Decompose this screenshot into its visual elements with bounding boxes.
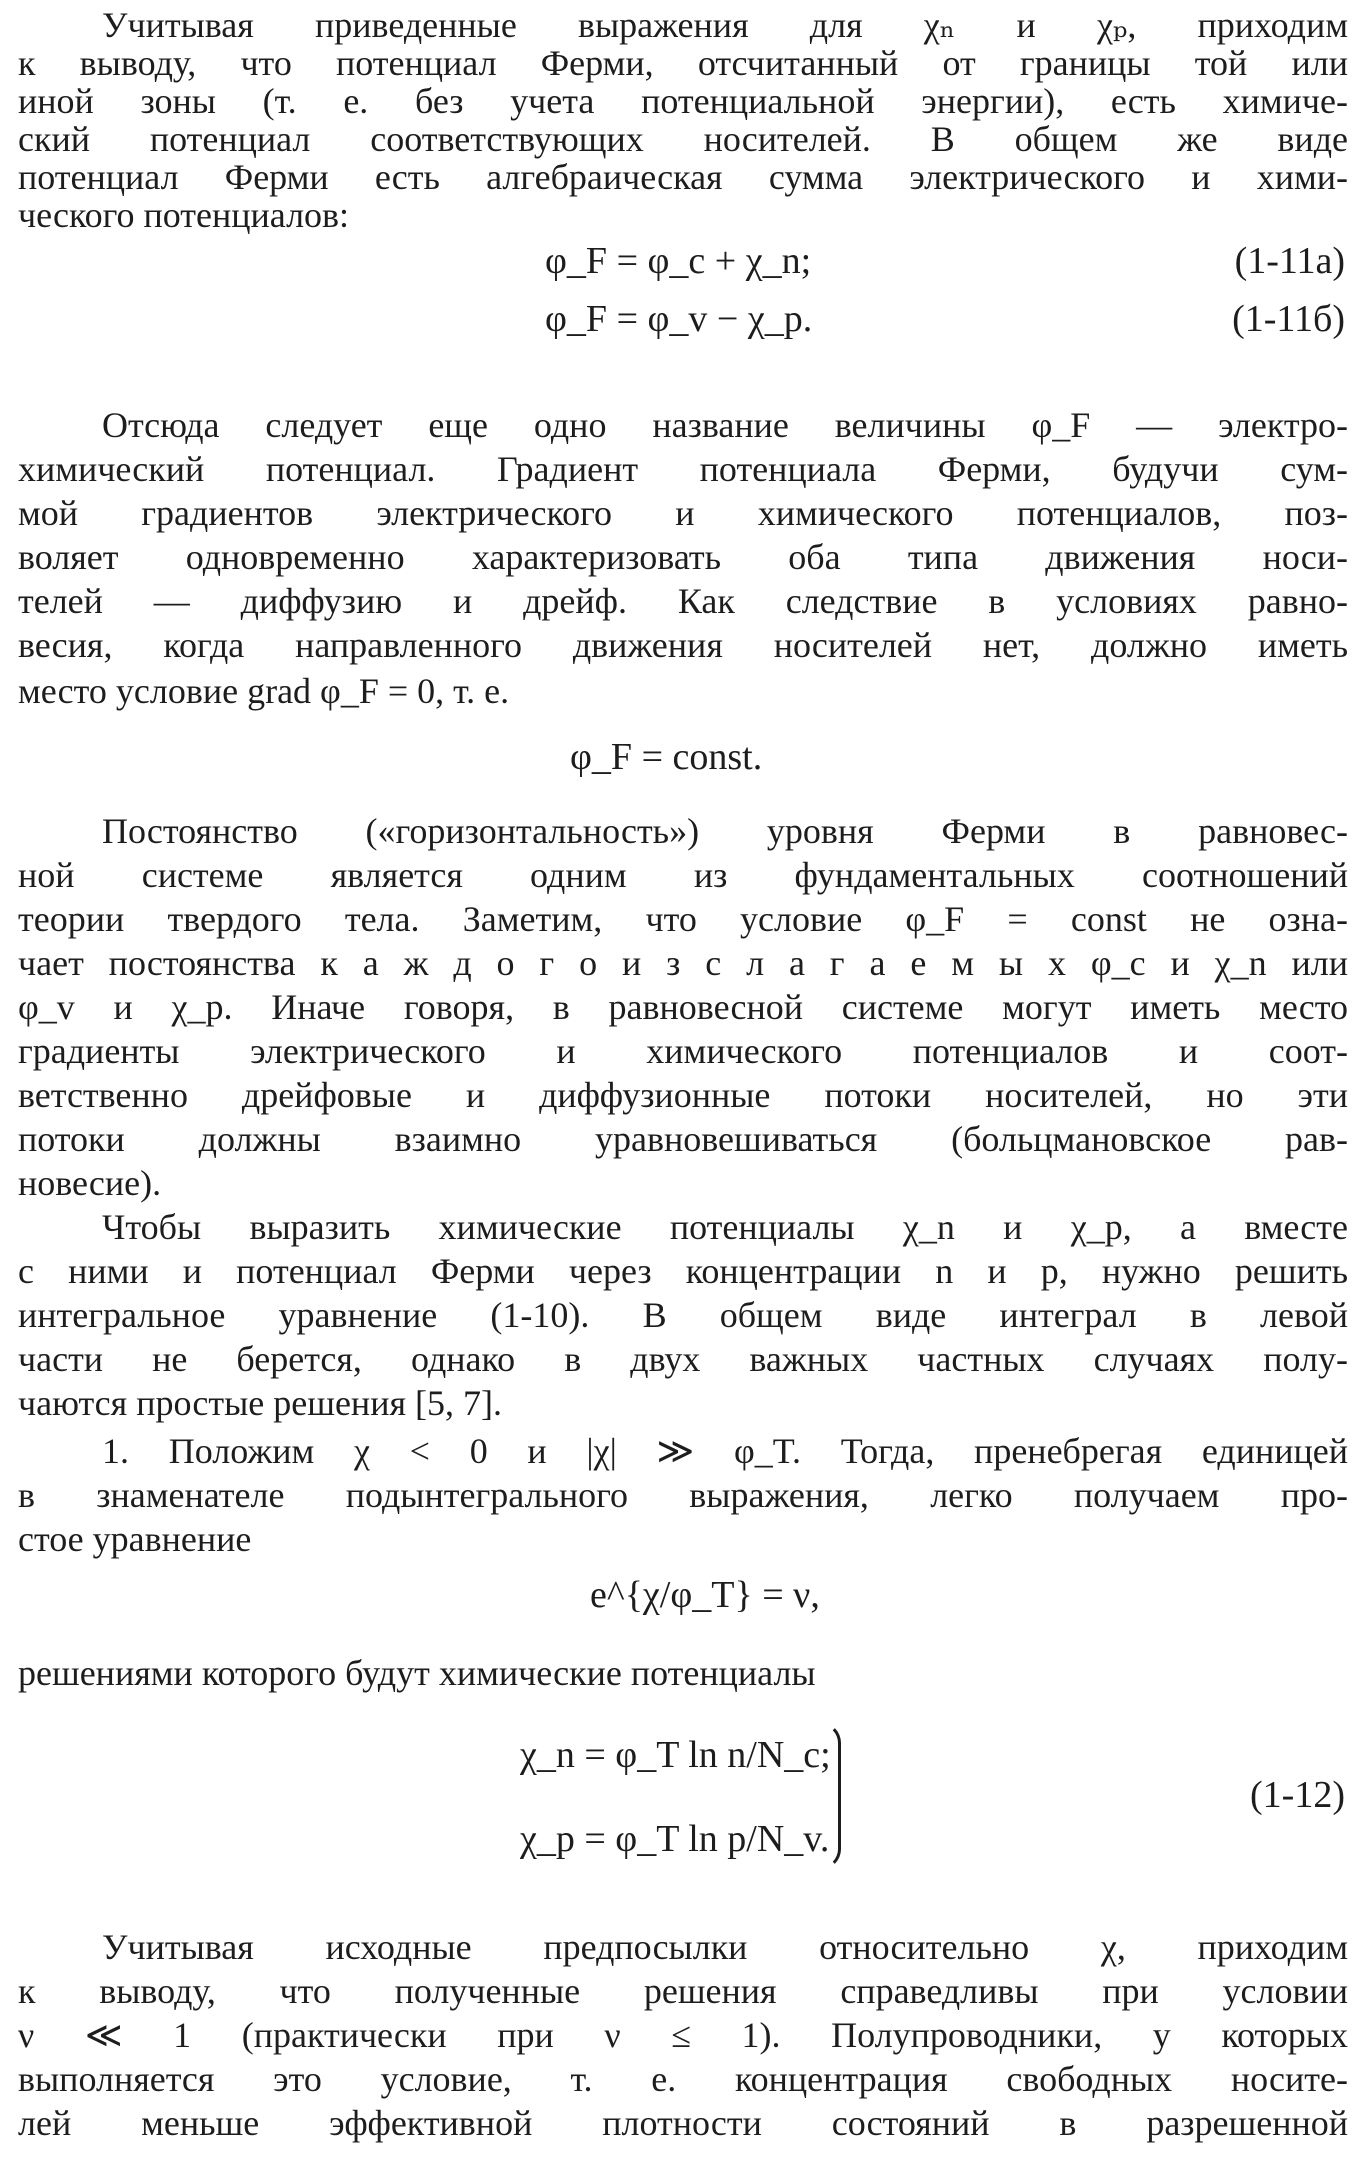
text-line: градиенты электрического и химического потенциалов и соот- [18,1031,1348,1071]
equation-1-11b [0,294,1369,344]
equation-number: (1-12) [1250,1774,1345,1816]
text-line: иной зоны (т. е. без учета потенциальной энергии), есть химиче- [18,81,1348,121]
text-line: с ними и потенциал Ферми через концентрации n и p, нужно решить [18,1251,1348,1291]
text-line: новесие). [18,1163,162,1203]
text-line: мой градиентов электрического и химического потенциалов, поз- [18,493,1348,533]
text-line: части не берется, однако в двух важных частных случаях полу- [18,1339,1348,1379]
text-line: Учитывая приведенные выражения для χₙ и χₚ, приходим [102,5,1348,45]
equation-body: φ_F = φ_v − χ_p. [545,298,813,340]
text-line: интегральное уравнение (1-10). В общем виде интеграл в левой [18,1295,1348,1335]
text-line: Чтобы выразить химические потенциалы χ_n и χ_p, а вместе [102,1207,1348,1247]
text-line: ский потенциал соответствующих носителей. В общем же виде [18,119,1348,159]
right-brace [820,1722,841,1870]
text-line: чаются простые решения [5, 7]. [18,1383,502,1423]
equation-number: (1-11б) [1232,298,1345,340]
text-line: к выводу, что потенциал Ферми, отсчитанный от границы той или [18,43,1348,83]
text-line: Отсюда следует еще одно название величины φ_F — электро- [102,405,1348,445]
text-line: ν ≪ 1 (практически при ν ≤ 1). Полупроводники, у которых [18,2015,1348,2055]
text-line: к выводу, что полученные решения справедливы при условии [18,1971,1348,2011]
equation-row: χ_p = φ_T ln p/N_v. [520,1818,830,1860]
text-line: ческого потенциалов: [18,195,350,235]
text-line: ной системе является одним из фундаментальных соотношений [18,855,1348,895]
text-line: 1. Положим χ < 0 и |χ| ≫ φ_T. Тогда, пренебрегая единицей [102,1431,1348,1471]
text-line: химический потенциал. Градиент потенциала Ферми, будучи сум- [18,449,1348,489]
text-line: весия, когда направленного движения носителей нет, должно иметь [18,625,1348,665]
equation-const [0,732,1369,782]
text-line: потенциал Ферми есть алгебраическая сумма электрического и хими- [18,157,1348,197]
text-line: место условие grad φ_F = 0, т. е. [18,671,510,711]
text-line: Постоянство («горизонтальность») уровня Ферми в равновес- [102,811,1348,851]
text-line: лей меньше эффективной плотности состояний в разрешенной [18,2103,1348,2143]
text-line: воляет одновременно характеризовать оба типа движения носи- [18,537,1348,577]
equation-number: (1-11а) [1234,240,1345,282]
text-line: стое уравнение [18,1519,252,1559]
text-line: выполняется это условие, т. е. концентрация свободных носите- [18,2059,1348,2099]
text-line: ветственно дрейфовые и диффузионные потоки носителей, но эти [18,1075,1348,1115]
equation-exponential [0,1570,1369,1620]
equation-1-11a [0,236,1369,286]
text-line: φ_v и χ_p. Иначе говоря, в равновесной системе могут иметь место [18,987,1348,1027]
equation-1-12 [520,1722,840,1872]
equation-body: φ_F = φ_c + χ_n; [545,240,812,282]
equation-body: φ_F = const. [570,736,763,778]
equation-row: χ_n = φ_T ln n/N_c; [520,1734,831,1776]
text-line: решениями которого будут химические потенциалы [18,1653,816,1693]
text-line: теории твердого тела. Заметим, что условие φ_F = const не озна- [18,899,1348,939]
equation-body: e^{χ/φ_T} = ν, [590,1574,820,1616]
text-line: потоки должны взаимно уравновешиваться (больцмановское рав- [18,1119,1348,1159]
text-line: в знаменателе подынтегрального выражения, легко получаем про- [18,1475,1348,1515]
text-line: телей — диффузию и дрейф. Как следствие в условиях равно- [18,581,1348,621]
text-line: Учитывая исходные предпосылки относительно χ, приходим [102,1927,1348,1967]
text-line: чает постоянства к а ж д о г о и з с л а г а е м ы х φ_c и χ_n или [18,943,1348,983]
